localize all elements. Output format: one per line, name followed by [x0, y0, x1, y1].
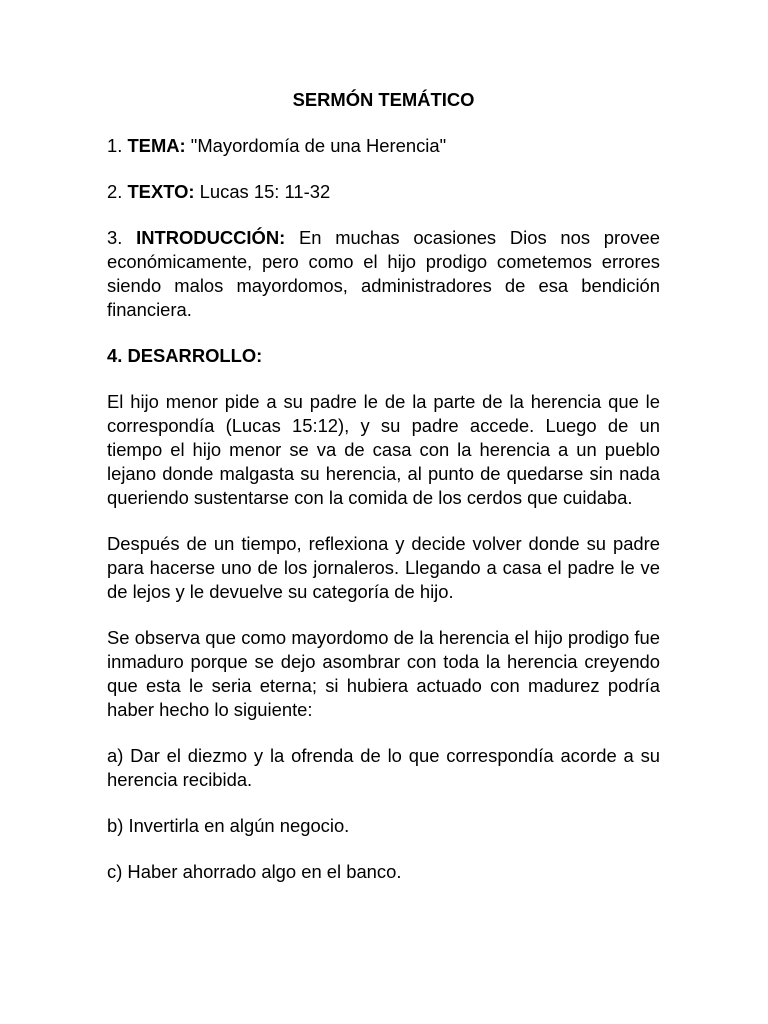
introduccion-value: En muchas ocasiones Dios nos provee económicamente, pero como el hijo prodigo cometemos errores siendo malos mayordomos, administradores de esa bendición financiera. — [107, 227, 661, 320]
desarrollo-heading-text: 4. DESARROLLO: — [107, 345, 263, 366]
texto-number: 2. — [107, 181, 128, 202]
introduccion-number: 3. — [107, 227, 137, 248]
desarrollo-heading — [107, 344, 660, 368]
body-paragraph-3: Se observa que como mayordomo de la herencia el hijo prodigo fue inmaduro porque se dejo asombrar con toda la herencia creyendo que esta le seria eterna; si hubiera actuado con madurez podría haber hecho lo siguiente: — [107, 627, 660, 720]
introduccion-label: INTRODUCCIÓN: — [136, 227, 286, 248]
tema-number: 1. — [107, 135, 128, 156]
introduccion-paragraph — [107, 226, 660, 322]
document-title: SERMÓN TEMÁTICO — [292, 89, 475, 110]
texto-line — [107, 180, 660, 204]
body-paragraph-2: Después de un tiempo, reflexiona y decide volver donde su padre para hacerse uno de los jornaleros. Llegando a casa el padre le ve de lejos y le devuelve su categoría de hijo. — [107, 533, 660, 602]
tema-label: TEMA: — [127, 135, 186, 156]
body-paragraph-1: El hijo menor pide a su padre le de la parte de la herencia que le correspondía (Lucas 15:12), y su padre accede. Luego de un tiempo el hijo menor se va de casa con la herencia a un pueblo lejano donde malgasta su herencia, al punto de quedarse sin nada queriendo sustentarse con la comida de los cerdos que cuidaba. — [107, 391, 660, 508]
list-item-c: c) Haber ahorrado algo en el banco. — [107, 861, 402, 882]
texto-value: Lucas 15: 11-32 — [194, 181, 331, 202]
document-page — [107, 88, 660, 906]
texto-label: TEXTO: — [127, 181, 195, 202]
list-item-a: a) Dar el diezmo y la ofrenda de lo que correspondía acorde a su herencia recibida. — [107, 745, 660, 790]
tema-line — [107, 134, 660, 158]
list-item-b: b) Invertirla en algún negocio. — [107, 815, 350, 836]
tema-value: "Mayordomía de una Herencia" — [185, 135, 447, 156]
